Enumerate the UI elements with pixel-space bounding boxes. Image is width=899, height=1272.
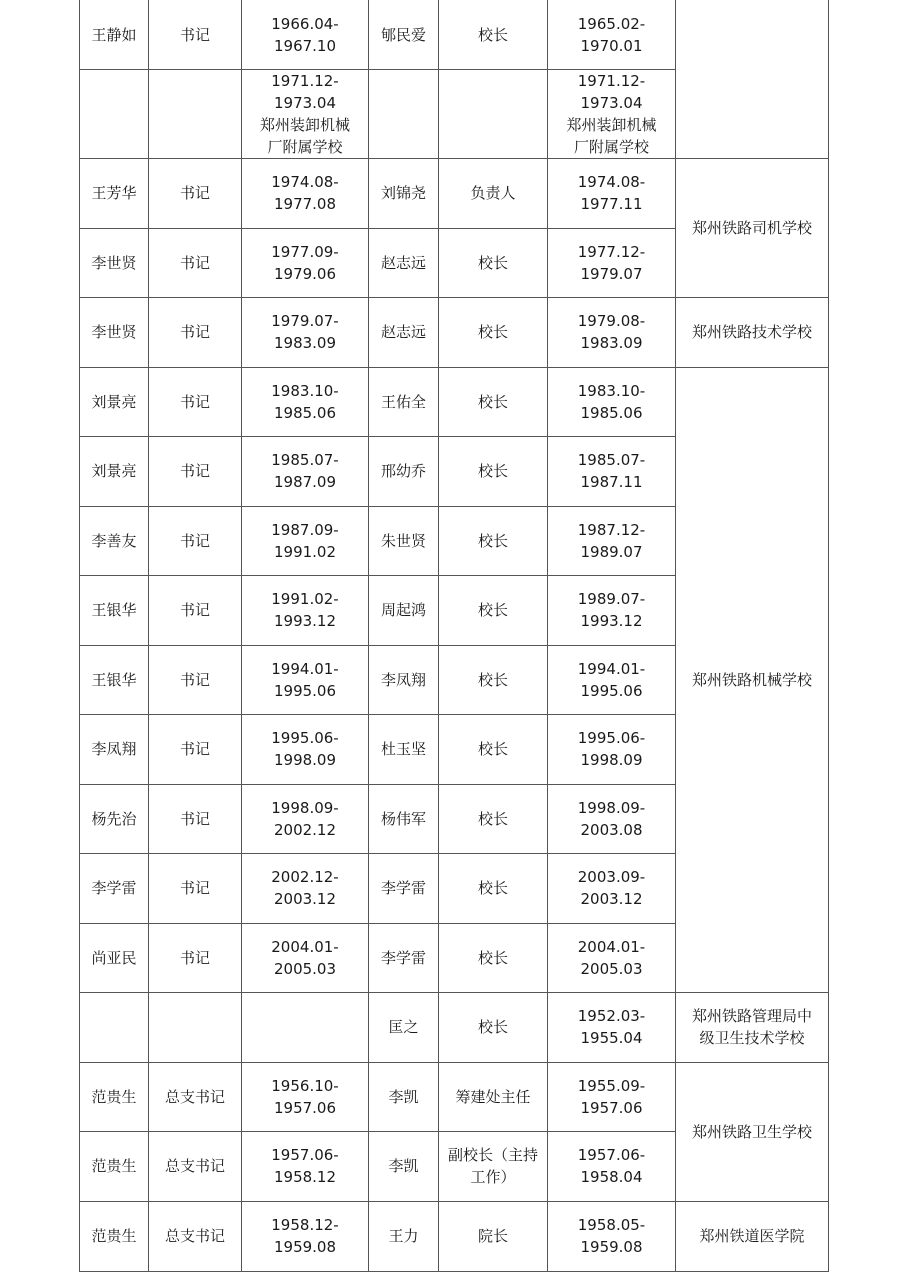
principal-name-cell: 李学雷 bbox=[369, 923, 439, 993]
secretary-title-cell: 书记 bbox=[149, 715, 242, 785]
principal-term-cell: 2004.01-2005.03 bbox=[548, 923, 676, 993]
principal-term-cell: 1994.01-1995.06 bbox=[548, 645, 676, 715]
principal-term-cell: 1952.03-1955.04 bbox=[548, 993, 676, 1063]
secretary-title-cell: 书记 bbox=[149, 576, 242, 646]
principal-term-cell: 2003.09-2003.12 bbox=[548, 854, 676, 924]
secretary-term-cell: 1991.02-1993.12 bbox=[242, 576, 369, 646]
school-name-cell: 郑州铁路管理局中 级卫生技术学校 bbox=[676, 993, 829, 1063]
secretary-term-cell: 1977.09-1979.06 bbox=[242, 228, 369, 298]
principal-term-cell: 1998.09-2003.08 bbox=[548, 784, 676, 854]
principal-term-cell: 1958.05-1959.08 bbox=[548, 1201, 676, 1271]
principal-name-cell: 赵志远 bbox=[369, 228, 439, 298]
secretary-term-cell: 1966.04-1967.10 bbox=[242, 0, 369, 70]
secretary-title-cell: 书记 bbox=[149, 228, 242, 298]
principal-name-cell: 周起鸿 bbox=[369, 576, 439, 646]
table-row bbox=[80, 367, 829, 437]
school-name-cell bbox=[676, 0, 829, 159]
principal-title-cell: 校长 bbox=[439, 576, 548, 646]
secretary-title-cell: 书记 bbox=[149, 159, 242, 229]
secretary-name-cell: 杨先治 bbox=[80, 784, 149, 854]
secretary-term-cell: 1995.06-1998.09 bbox=[242, 715, 369, 785]
secretary-term-cell bbox=[242, 993, 369, 1063]
principal-title-cell: 校长 bbox=[439, 437, 548, 507]
school-name-cell: 郑州铁路司机学校 bbox=[676, 159, 829, 298]
principal-term-cell: 1977.12-1979.07 bbox=[548, 228, 676, 298]
principal-name-cell: 杜玉坚 bbox=[369, 715, 439, 785]
secretary-name-cell: 王银华 bbox=[80, 645, 149, 715]
secretary-term-cell: 1983.10-1985.06 bbox=[242, 367, 369, 437]
secretary-term-cell: 1985.07-1987.09 bbox=[242, 437, 369, 507]
secretary-name-cell: 李凤翔 bbox=[80, 715, 149, 785]
leadership-table bbox=[79, 0, 829, 1272]
principal-title-cell: 校长 bbox=[439, 298, 548, 368]
secretary-term-cell: 2002.12-2003.12 bbox=[242, 854, 369, 924]
principal-name-cell: 朱世贤 bbox=[369, 506, 439, 576]
secretary-name-cell: 尚亚民 bbox=[80, 923, 149, 993]
secretary-term-cell: 1994.01-1995.06 bbox=[242, 645, 369, 715]
principal-term-cell: 1974.08-1977.11 bbox=[548, 159, 676, 229]
principal-term-cell: 1995.06-1998.09 bbox=[548, 715, 676, 785]
secretary-title-cell: 书记 bbox=[149, 367, 242, 437]
secretary-term-cell: 2004.01-2005.03 bbox=[242, 923, 369, 993]
secretary-title-cell: 总支书记 bbox=[149, 1132, 242, 1202]
principal-name-cell: 杨伟军 bbox=[369, 784, 439, 854]
table-row bbox=[80, 0, 829, 70]
principal-name-cell: 李凯 bbox=[369, 1062, 439, 1132]
table-row bbox=[80, 159, 829, 229]
secretary-term-cell: 1998.09-2002.12 bbox=[242, 784, 369, 854]
secretary-name-cell: 李善友 bbox=[80, 506, 149, 576]
principal-term-cell: 1989.07-1993.12 bbox=[548, 576, 676, 646]
secretary-title-cell: 书记 bbox=[149, 437, 242, 507]
secretary-title-cell bbox=[149, 993, 242, 1063]
secretary-term-cell: 1956.10-1957.06 bbox=[242, 1062, 369, 1132]
secretary-term-cell: 1974.08-1977.08 bbox=[242, 159, 369, 229]
secretary-name-cell: 李学雷 bbox=[80, 854, 149, 924]
principal-title-cell: 校长 bbox=[439, 784, 548, 854]
secretary-term-cell: 1957.06-1958.12 bbox=[242, 1132, 369, 1202]
secretary-name-cell: 范贵生 bbox=[80, 1201, 149, 1271]
principal-name-cell bbox=[369, 70, 439, 159]
school-name-cell: 郑州铁路卫生学校 bbox=[676, 1062, 829, 1201]
table-row bbox=[80, 298, 829, 368]
principal-title-cell: 校长 bbox=[439, 923, 548, 993]
principal-title-cell: 筹建处主任 bbox=[439, 1062, 548, 1132]
principal-term-cell: 1957.06-1958.04 bbox=[548, 1132, 676, 1202]
principal-name-cell: 王佑全 bbox=[369, 367, 439, 437]
principal-title-cell: 校长 bbox=[439, 367, 548, 437]
secretary-name-cell: 刘景亮 bbox=[80, 367, 149, 437]
principal-term-cell: 1971.12-1973.04 郑州装卸机械 厂附属学校 bbox=[548, 70, 676, 159]
principal-name-cell: 匡之 bbox=[369, 993, 439, 1063]
secretary-title-cell: 书记 bbox=[149, 854, 242, 924]
secretary-name-cell: 刘景亮 bbox=[80, 437, 149, 507]
table-row bbox=[80, 1062, 829, 1132]
principal-name-cell: 刘锦尧 bbox=[369, 159, 439, 229]
secretary-term-cell: 1958.12-1959.08 bbox=[242, 1201, 369, 1271]
secretary-term-cell: 1971.12-1973.04 郑州装卸机械 厂附属学校 bbox=[242, 70, 369, 159]
principal-name-cell: 李凤翔 bbox=[369, 645, 439, 715]
principal-name-cell: 王力 bbox=[369, 1201, 439, 1271]
secretary-title-cell: 书记 bbox=[149, 298, 242, 368]
secretary-name-cell: 李世贤 bbox=[80, 298, 149, 368]
secretary-term-cell: 1987.09-1991.02 bbox=[242, 506, 369, 576]
principal-term-cell: 1955.09-1957.06 bbox=[548, 1062, 676, 1132]
principal-title-cell: 校长 bbox=[439, 854, 548, 924]
secretary-title-cell: 书记 bbox=[149, 923, 242, 993]
secretary-title-cell: 书记 bbox=[149, 0, 242, 70]
principal-name-cell: 赵志远 bbox=[369, 298, 439, 368]
school-name-cell: 郑州铁路机械学校 bbox=[676, 367, 829, 993]
table-row bbox=[80, 993, 829, 1063]
secretary-name-cell: 范贵生 bbox=[80, 1062, 149, 1132]
secretary-title-cell: 总支书记 bbox=[149, 1062, 242, 1132]
secretary-title-cell bbox=[149, 70, 242, 159]
secretary-title-cell: 书记 bbox=[149, 506, 242, 576]
secretary-name-cell: 王静如 bbox=[80, 0, 149, 70]
principal-term-cell: 1965.02-1970.01 bbox=[548, 0, 676, 70]
principal-term-cell: 1979.08-1983.09 bbox=[548, 298, 676, 368]
school-name-cell: 郑州铁道医学院 bbox=[676, 1201, 829, 1271]
secretary-name-cell bbox=[80, 993, 149, 1063]
secretary-term-cell: 1979.07-1983.09 bbox=[242, 298, 369, 368]
secretary-name-cell: 王芳华 bbox=[80, 159, 149, 229]
secretary-title-cell: 总支书记 bbox=[149, 1201, 242, 1271]
secretary-name-cell bbox=[80, 70, 149, 159]
principal-title-cell: 副校长（主持 工作） bbox=[439, 1132, 548, 1202]
secretary-name-cell: 王银华 bbox=[80, 576, 149, 646]
principal-name-cell: 邢幼乔 bbox=[369, 437, 439, 507]
principal-title-cell: 校长 bbox=[439, 228, 548, 298]
principal-name-cell: 郇民爱 bbox=[369, 0, 439, 70]
principal-title-cell: 校长 bbox=[439, 993, 548, 1063]
principal-title-cell: 校长 bbox=[439, 506, 548, 576]
principal-title-cell: 校长 bbox=[439, 645, 548, 715]
principal-term-cell: 1985.07-1987.11 bbox=[548, 437, 676, 507]
principal-name-cell: 李凯 bbox=[369, 1132, 439, 1202]
school-name-cell: 郑州铁路技术学校 bbox=[676, 298, 829, 368]
principal-title-cell: 校长 bbox=[439, 715, 548, 785]
principal-title-cell bbox=[439, 70, 548, 159]
secretary-name-cell: 范贵生 bbox=[80, 1132, 149, 1202]
principal-term-cell: 1987.12-1989.07 bbox=[548, 506, 676, 576]
principal-name-cell: 李学雷 bbox=[369, 854, 439, 924]
secretary-name-cell: 李世贤 bbox=[80, 228, 149, 298]
principal-term-cell: 1983.10-1985.06 bbox=[548, 367, 676, 437]
secretary-title-cell: 书记 bbox=[149, 784, 242, 854]
principal-title-cell: 校长 bbox=[439, 0, 548, 70]
principal-title-cell: 负责人 bbox=[439, 159, 548, 229]
table-row bbox=[80, 1201, 829, 1271]
secretary-title-cell: 书记 bbox=[149, 645, 242, 715]
principal-title-cell: 院长 bbox=[439, 1201, 548, 1271]
